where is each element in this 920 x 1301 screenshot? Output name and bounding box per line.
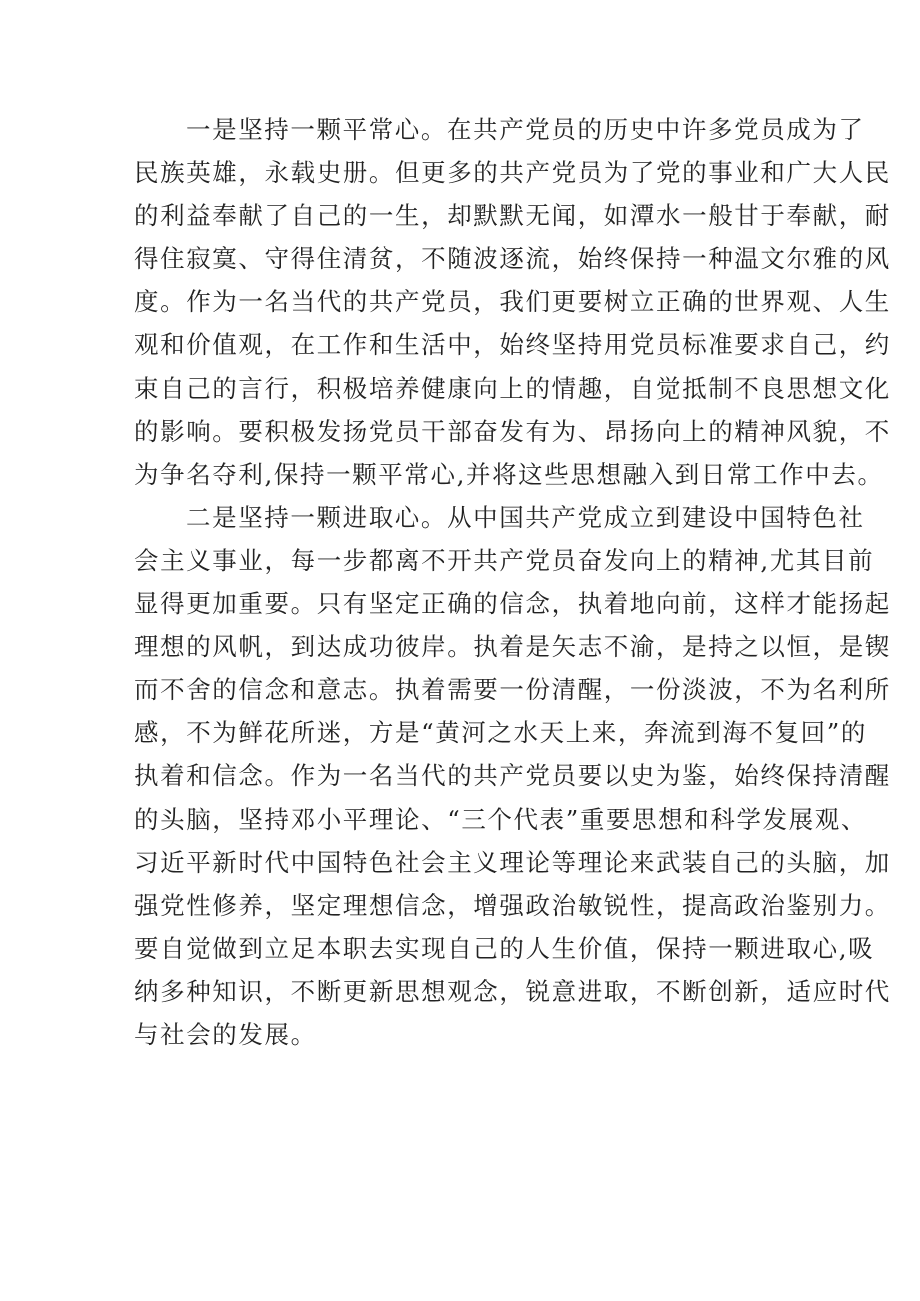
paragraph-line: 为争名夺利,保持一颗平常心,并将这些思想融入到日常工作中去。	[134, 459, 884, 489]
paragraph-line: 得住寂寞、守得住清贫，不随波逐流，始终保持一种温文尔雅的风	[134, 244, 891, 274]
paragraph-line: 感，不为鲜花所迷，方是“黄河之水天上来，奔流到海不复回”的	[134, 718, 867, 748]
paragraph-line: 与社会的发展。	[134, 1019, 317, 1049]
paragraph-2	[134, 496, 891, 1056]
paragraph-line: 观和价值观，在工作和生活中，始终坚持用党员标准要求自己，约	[134, 330, 891, 360]
paragraph-line: 显得更加重要。只有坚定正确的信念，执着地向前，这样才能扬起	[134, 589, 891, 619]
paragraph-1	[134, 108, 891, 496]
paragraph-line: 执着和信念。作为一名当代的共产党员要以史为鉴，始终保持清醒	[134, 761, 891, 791]
paragraph-line: 理想的风帆，到达成功彼岸。执着是矢志不渝，是持之以恒，是锲	[134, 632, 891, 662]
paragraph-line: 一是坚持一颗平常心。在共产党员的历史中许多党员成为了	[186, 115, 865, 144]
paragraph-line: 的影响。要积极发扬党员干部奋发有为、昂扬向上的精神风貌，不	[134, 416, 891, 446]
paragraph-line: 强党性修养，坚定理想信念，增强政治敏锐性，提高政治鉴别力。	[134, 890, 891, 920]
paragraph-line: 会主义事业，每一步都离不开共产党员奋发向上的精神,尤其目前	[134, 545, 875, 575]
paragraph-line: 要自觉做到立足本职去实现自己的人生价值，保持一颗进取心,吸	[134, 933, 875, 963]
document-body	[134, 108, 891, 1056]
paragraph-line: 民族英雄，永载史册。但更多的共产党员为了党的事业和广大人民	[134, 158, 891, 188]
paragraph-line: 束自己的言行，积极培养健康向上的情趣，自觉抵制不良思想文化	[134, 373, 891, 403]
paragraph-line: 的头脑，坚持邓小平理论、“三个代表”重要思想和科学发展观、	[134, 804, 867, 834]
paragraph-line: 纳多种知识，不断更新思想观念，锐意进取，不断创新，适应时代	[134, 976, 891, 1006]
paragraph-line: 习近平新时代中国特色社会主义理论等理论来武装自己的头脑，加	[134, 847, 891, 877]
paragraph-line: 的利益奉献了自己的一生，却默默无闻，如潭水一般甘于奉献，耐	[134, 201, 891, 231]
paragraph-line: 度。作为一名当代的共产党员，我们更要树立正确的世界观、人生	[134, 287, 891, 317]
paragraph-line: 二是坚持一颗进取心。从中国共产党成立到建设中国特色社	[186, 502, 865, 532]
paragraph-line: 而不舍的信念和意志。执着需要一份清醒，一份淡波，不为名利所	[134, 675, 891, 705]
